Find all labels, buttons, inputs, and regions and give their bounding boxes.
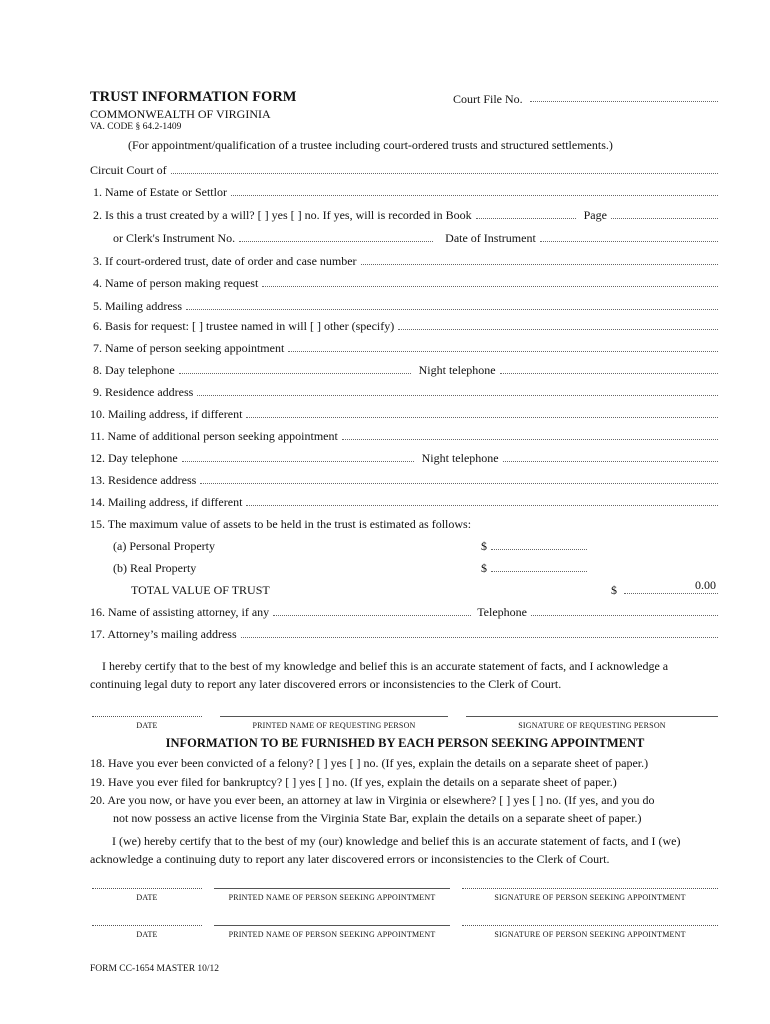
residence-address-field[interactable] xyxy=(197,385,718,396)
form-subtitle: COMMONWEALTH OF VIRGINIA xyxy=(90,107,271,121)
field-row-15 xyxy=(90,517,718,533)
appointee-name-label: 7. Name of person seeking appointment xyxy=(93,341,285,355)
signature-label-3: SIGNATURE OF PERSON SEEKING APPOINTMENT xyxy=(494,930,686,939)
printed-name-label-3: PRINTED NAME OF PERSON SEEKING APPOINTMENT xyxy=(228,930,436,939)
book-field[interactable] xyxy=(476,208,576,219)
court-order-label: 3. If court-ordered trust, date of order and case number xyxy=(93,254,357,268)
field-row-10 xyxy=(90,407,718,423)
estate-name-field[interactable] xyxy=(231,185,718,196)
field-row-8 xyxy=(90,363,718,379)
trust-by-will-label: 2. Is this a trust created by a will? [ ] yes [ ] no. If yes, will is recorded in Book xyxy=(93,208,472,222)
real-property-label: (b) Real Property xyxy=(113,561,197,575)
field-row-17 xyxy=(90,627,718,643)
field-row-6 xyxy=(90,319,718,335)
question-20: 20. Are you now, or have you ever been, an attorney at law in Virginia or elsewhere? [ ] yes [ ] no. (If yes, and you do xyxy=(90,793,655,807)
field-row-11 xyxy=(90,429,718,445)
date-of-instrument-label: Date of Instrument xyxy=(445,231,536,245)
day-telephone-2-field[interactable] xyxy=(182,451,414,462)
printed-name-line-2[interactable] xyxy=(214,888,450,889)
date-line-2[interactable] xyxy=(92,888,202,889)
circuit-court-field[interactable] xyxy=(171,163,718,174)
dollar-sign-b: $ xyxy=(481,561,487,575)
circuit-court-row xyxy=(90,163,718,179)
court-file-label: Court File No. xyxy=(453,92,523,106)
page-label: Page xyxy=(583,208,607,222)
attorney-address-label: 17. Attorney’s mailing address xyxy=(90,627,237,641)
question-20-continued: not now possess an active license from the Virginia State Bar, explain the details on a separate sheet of paper.) xyxy=(113,811,642,825)
field-row-9 xyxy=(90,385,718,401)
night-telephone-2-field[interactable] xyxy=(503,451,718,462)
field-row-16 xyxy=(90,605,718,621)
night-telephone-2-label: Night telephone xyxy=(421,451,499,465)
estate-name-label: 1. Name of Estate or Settlor xyxy=(93,185,227,199)
question-18: 18. Have you ever been convicted of a felony? [ ] yes [ ] no. (If yes, explain the details on a separate sheet of paper.) xyxy=(90,756,649,770)
field-row-5 xyxy=(90,299,718,315)
attorney-telephone-field[interactable] xyxy=(531,605,718,616)
printed-name-line-1[interactable] xyxy=(220,716,448,717)
clerk-instrument-label: or Clerk's Instrument No. xyxy=(113,231,236,245)
form-number: FORM CC-1654 MASTER 10/12 xyxy=(90,964,220,974)
mailing-address-field[interactable] xyxy=(186,299,718,310)
mailing-if-different-label: 10. Mailing address, if different xyxy=(90,407,243,421)
mailing-if-different-field[interactable] xyxy=(246,407,718,418)
residence-address-2-field[interactable] xyxy=(200,473,718,484)
form-title: TRUST INFORMATION FORM xyxy=(90,89,297,105)
attorney-address-field[interactable] xyxy=(241,627,718,638)
field-row-4 xyxy=(90,276,718,292)
mailing-if-different-2-field[interactable] xyxy=(246,495,718,506)
real-property-field[interactable] xyxy=(491,561,587,572)
signature-line-3[interactable] xyxy=(462,925,718,926)
mailing-address-label: 5. Mailing address xyxy=(93,299,182,313)
va-code: VA. CODE § 64.2-1409 xyxy=(90,122,182,132)
requester-name-label: 4. Name of person making request xyxy=(93,276,259,290)
appointee-name-field[interactable] xyxy=(288,341,718,352)
total-value-field[interactable] xyxy=(624,593,718,594)
field-row-1 xyxy=(90,185,718,201)
circuit-court-label: Circuit Court of xyxy=(90,163,167,177)
requester-name-field[interactable] xyxy=(262,276,718,287)
dollar-sign-a: $ xyxy=(481,539,487,553)
court-order-field[interactable] xyxy=(361,254,718,265)
personal-property-label: (a) Personal Property xyxy=(113,539,215,553)
basis-field[interactable] xyxy=(398,319,718,330)
day-telephone-2-label: 12. Day telephone xyxy=(90,451,178,465)
signature-label-1: SIGNATURE OF REQUESTING PERSON xyxy=(518,721,666,730)
total-value-label: TOTAL VALUE OF TRUST xyxy=(131,583,270,597)
certification-paragraph-1: I hereby certify that to the best of my knowledge and belief this is an accurate statement of facts, and I acknowledge a continuing legal duty to report any later discovered errors or inconsistencies to the Clerk of Court. xyxy=(90,659,669,691)
printed-name-label-2: PRINTED NAME OF PERSON SEEKING APPOINTMENT xyxy=(228,893,436,902)
field-row-15a xyxy=(113,539,593,555)
day-telephone-field[interactable] xyxy=(179,363,411,374)
question-19: 19. Have you ever filed for bankruptcy? [ ] yes [ ] no. (If yes, explain the details on a separate sheet of paper.) xyxy=(90,775,617,789)
date-label-1: DATE xyxy=(136,721,158,730)
attorney-telephone-label: Telephone xyxy=(477,605,527,619)
attorney-name-label: 16. Name of assisting attorney, if any xyxy=(90,605,270,619)
asset-value-label: 15. The maximum value of assets to be held in the trust is estimated as follows: xyxy=(90,517,472,531)
field-row-14 xyxy=(90,495,718,511)
field-row-15b xyxy=(113,561,593,577)
residence-address-label: 9. Residence address xyxy=(93,385,194,399)
night-telephone-field[interactable] xyxy=(500,363,718,374)
form-purpose: (For appointment/qualification of a trustee including court-ordered trusts and structured settlements.) xyxy=(128,138,613,152)
field-row-12 xyxy=(90,451,718,467)
day-telephone-label: 8. Day telephone xyxy=(93,363,175,377)
personal-property-field[interactable] xyxy=(491,539,587,550)
field-row-2b xyxy=(113,231,718,247)
page-field[interactable] xyxy=(611,208,718,219)
basis-label: 6. Basis for request: [ ] trustee named in will [ ] other (specify) xyxy=(93,319,395,333)
field-row-2 xyxy=(90,208,718,224)
certification-paragraph-2: I (we) hereby certify that to the best of my (our) knowledge and belief this is an accurate statement of facts, and I (we) acknowledge a continuing duty to report any later discovered errors or inconsistencies to the Clerk of Court. xyxy=(90,834,681,866)
date-of-instrument-field[interactable] xyxy=(540,231,718,242)
printed-name-line-3[interactable] xyxy=(214,925,450,926)
field-row-7 xyxy=(90,341,718,357)
clerk-instrument-field[interactable] xyxy=(239,231,433,242)
date-label-3: DATE xyxy=(136,930,158,939)
date-line-1[interactable] xyxy=(92,716,202,717)
court-file-field[interactable] xyxy=(530,101,718,102)
attorney-name-field[interactable] xyxy=(273,605,471,616)
mailing-if-different-2-label: 14. Mailing address, if different xyxy=(90,495,243,509)
field-row-3 xyxy=(90,254,718,270)
field-row-13 xyxy=(90,473,718,489)
section-2-title: INFORMATION TO BE FURNISHED BY EACH PERSON SEEKING APPOINTMENT xyxy=(165,736,645,750)
signature-line-1[interactable] xyxy=(466,716,718,717)
date-line-3[interactable] xyxy=(92,925,202,926)
additional-person-label: 11. Name of additional person seeking appointment xyxy=(90,429,338,443)
signature-line-2[interactable] xyxy=(462,888,718,889)
night-telephone-label: Night telephone xyxy=(418,363,496,377)
signature-label-2: SIGNATURE OF PERSON SEEKING APPOINTMENT xyxy=(494,893,686,902)
printed-name-label-1: PRINTED NAME OF REQUESTING PERSON xyxy=(252,721,416,730)
total-value: 0.00 xyxy=(695,578,716,592)
residence-address-2-label: 13. Residence address xyxy=(90,473,197,487)
additional-person-field[interactable] xyxy=(342,429,718,440)
date-label-2: DATE xyxy=(136,893,158,902)
dollar-sign-total: $ xyxy=(611,583,617,597)
